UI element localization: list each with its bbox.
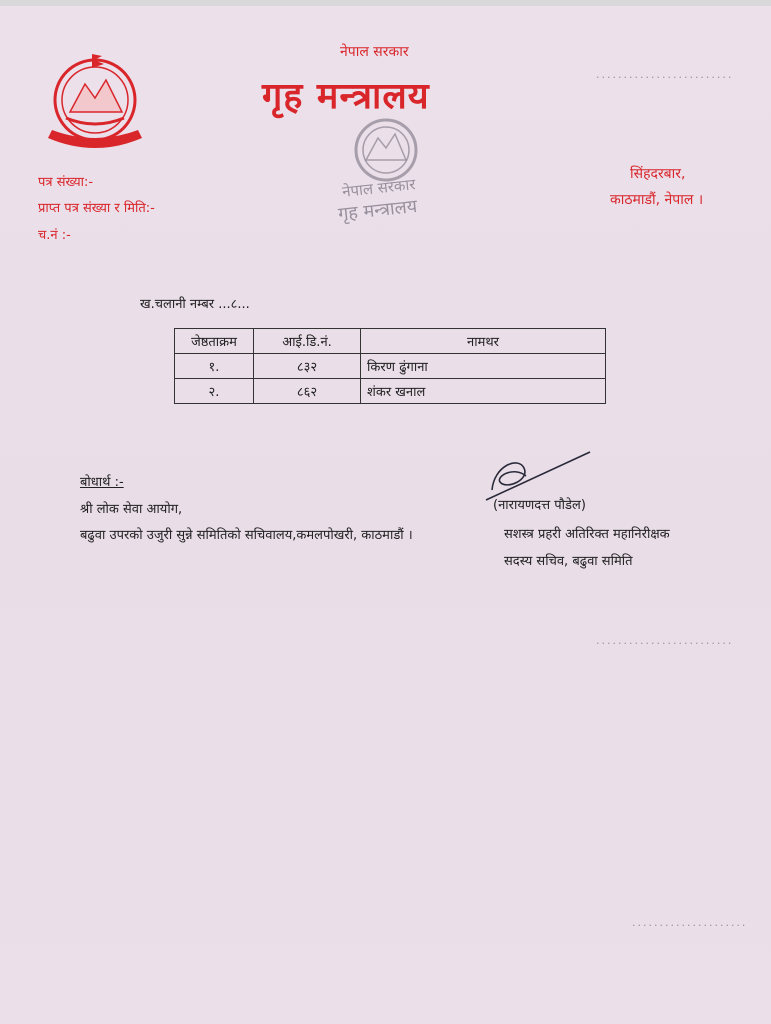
table-header-row bbox=[175, 329, 606, 354]
signatory-role: सदस्य सचिव, बढुवा समिति bbox=[504, 554, 633, 569]
divider: ......................... bbox=[596, 68, 734, 81]
information-line1: श्री लोक सेवा आयोग, bbox=[80, 502, 183, 517]
cell-id: ८३२ bbox=[254, 354, 361, 379]
cell-name: शंकर खनाल bbox=[361, 379, 606, 404]
column-header-seniority: जेष्ठताक्रम bbox=[175, 329, 254, 354]
address-line2: काठमाडौं, नेपाल । bbox=[610, 192, 704, 208]
dispatch-number-label: च.नं :- bbox=[38, 228, 71, 243]
letter-page bbox=[0, 6, 771, 1024]
dispatch-number: ख.चलानी नम्बर ...८... bbox=[140, 297, 250, 312]
government-name: नेपाल सरकार bbox=[340, 44, 409, 60]
divider: ..................... bbox=[632, 916, 748, 929]
ministry-title: गृह मन्त्रालय bbox=[262, 76, 430, 117]
table-row bbox=[175, 379, 606, 404]
information-line2: बढुवा उपरको उजुरी सुन्ने समितिको सचिवालय,कमलपोखरी, काठमाडौं । bbox=[80, 528, 413, 543]
stamp-line2: गृह मन्त्रालय bbox=[337, 195, 419, 226]
divider: ......................... bbox=[596, 634, 734, 647]
column-header-id: आई.डि.नं. bbox=[254, 329, 361, 354]
cell-id: ८६२ bbox=[254, 379, 361, 404]
cell-seniority: २. bbox=[175, 379, 254, 404]
column-header-name: नामथर bbox=[361, 329, 606, 354]
nepal-emblem-icon bbox=[40, 46, 150, 154]
cell-name: किरण ढुंगाना bbox=[361, 354, 606, 379]
stamp-line1: नेपाल सरकार bbox=[341, 175, 417, 201]
letter-number-label: पत्र संख्या:- bbox=[38, 175, 94, 190]
address-line1: सिंहदरबार, bbox=[630, 166, 686, 182]
signatory-title: सशस्त्र प्रहरी अतिरिक्त महानिरीक्षक bbox=[504, 527, 670, 542]
information-heading: बोधार्थ :- bbox=[80, 475, 124, 490]
signatory-name: (नारायणदत्त पौडेल) bbox=[493, 498, 586, 513]
received-letter-label: प्राप्त पत्र संख्या र मिति:- bbox=[38, 201, 155, 216]
table-row bbox=[175, 354, 606, 379]
seniority-table bbox=[174, 328, 606, 404]
cell-seniority: १. bbox=[175, 354, 254, 379]
